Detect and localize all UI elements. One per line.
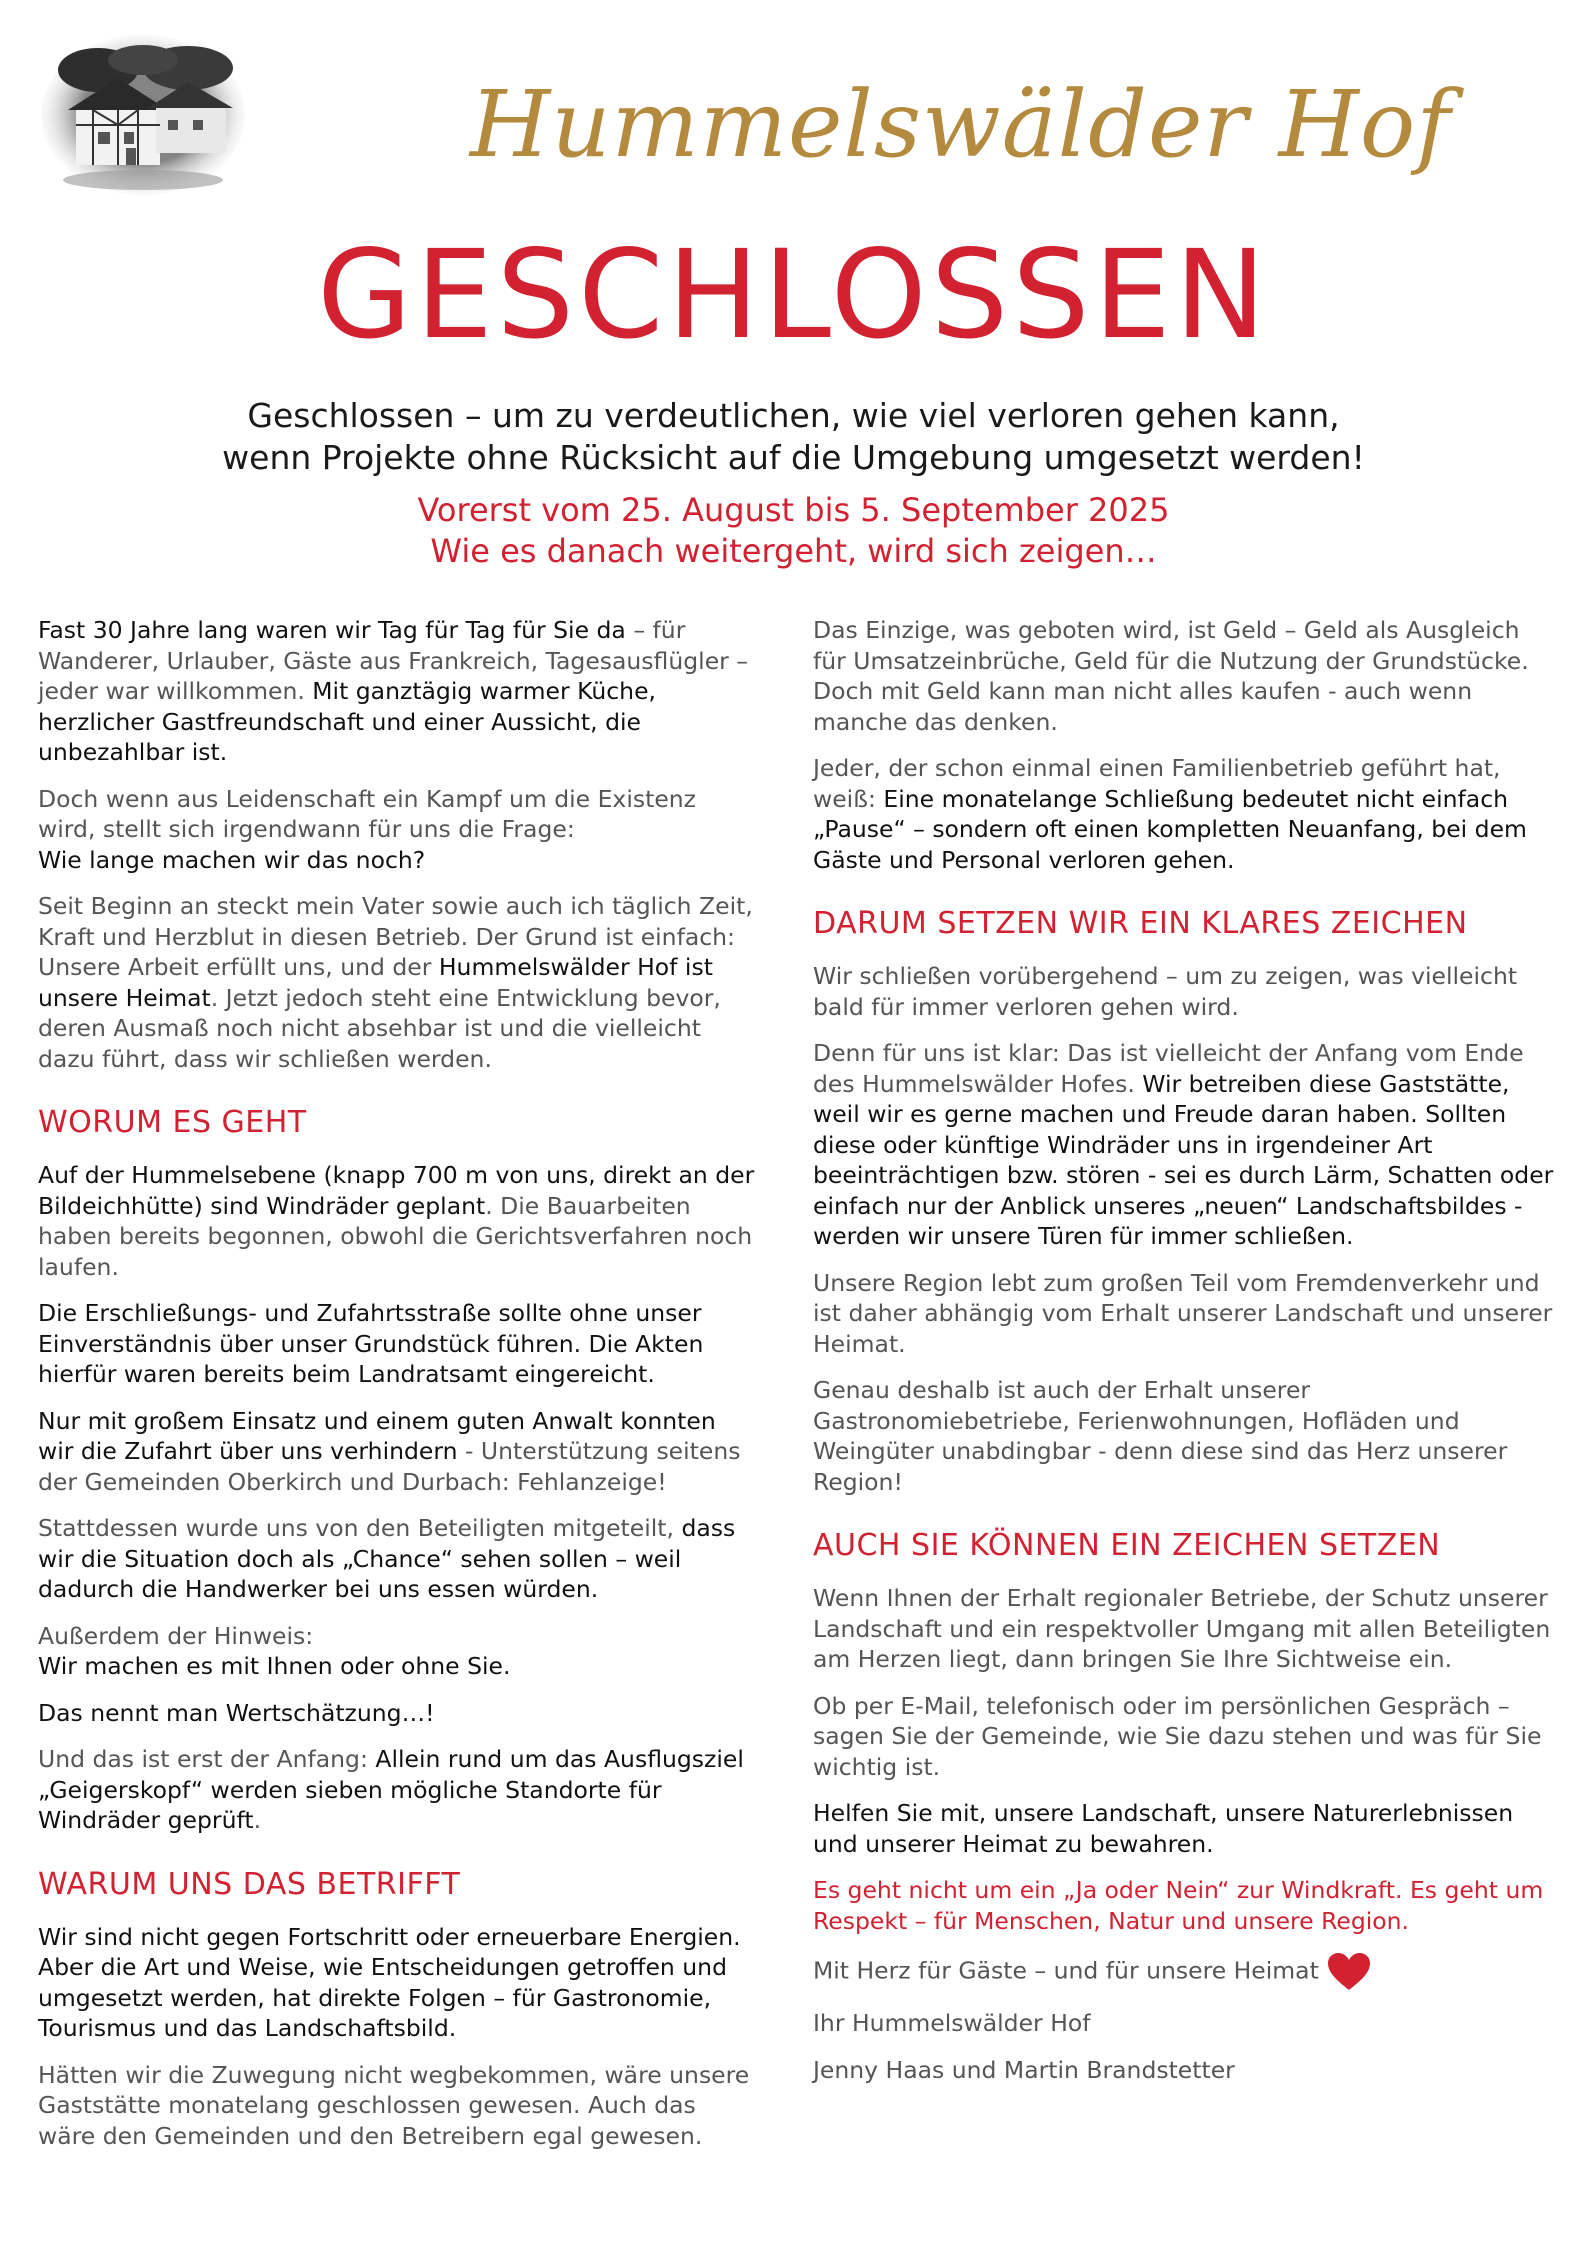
text: Genau deshalb ist auch der Erhalt unserer Gastronomiebetriebe, Ferienwohnungen, Hofläden und Weingüter unabdingbar - denn diese sind das Herz unserer Region! [813, 1376, 1508, 1496]
bold-text: Mit ganztägig warmer Küche, herzlicher Gastfreundschaft und einer Aussicht, die unbezahlbar ist. [38, 677, 656, 766]
paragraph [38, 1406, 758, 1498]
paragraph [813, 1038, 1558, 1252]
subtitle-line: wenn Projekte ohne Rücksicht auf die Umgebung umgesetzt werden! [222, 438, 1365, 477]
section-heading: AUCH SIE KÖNNEN EIN ZEICHEN SETZEN [813, 1528, 1441, 1563]
section-heading: WORUM ES GEHT [38, 1105, 307, 1140]
bold-text: Helfen Sie mit, unsere Landschaft, unsere Naturerlebnissen und unserer Heimat zu bewahren. [813, 1799, 1514, 1858]
text: Außerdem der Hinweis: [38, 1621, 314, 1650]
text: Das Einzige, was geboten wird, ist Geld – Geld als Ausgleich für Umsatzeinbrüche, Geld für die Nutzung der Grundstücke. Doch mit Geld kann man nicht alles kaufen - auch wenn manche das denken. [813, 616, 1529, 736]
text: Jenny Haas und Martin Brandstetter [813, 2055, 1235, 2084]
dates-line: Vorerst vom 25. August bis 5. September 2025 [417, 491, 1170, 529]
bold-text: Wir betreiben diese Gaststätte, weil wir es gerne machen und Freude daran haben. Sollten diese oder künftige Windräder uns in irgendeiner Art beeinträchtigen bzw. stören - sei es durch Lärm, Schatten oder einfach nur der Anblick unseres „neuen“ Landschaftsbildes - werden wir unsere Türen für immer schließen. [813, 1069, 1554, 1250]
paragraph [38, 1922, 758, 2044]
paragraph [813, 961, 1558, 1022]
paragraph [813, 1952, 1558, 1992]
farmhouse-illustration [38, 30, 248, 200]
paragraph [38, 891, 758, 1074]
paragraph [813, 753, 1558, 875]
text: Denn für uns ist klar: Das ist vielleicht der Anfang vom Ende des Hummelswälder Hofes. [813, 1039, 1524, 1098]
bold-text: Wie lange machen wir das noch? [38, 845, 426, 874]
paragraph [38, 1513, 758, 1605]
text: . [253, 1806, 262, 1834]
paragraph [813, 1583, 1558, 1675]
text: - Unterstützung seitens der Gemeinden Oberkirch und Durbach: Fehlanzeige! [38, 1437, 741, 1496]
bold-text: Hummelswälder Hof ist unsere Heimat [38, 953, 713, 1012]
text: . Die Bauarbeiten haben bereits begonnen, obwohl die Gerichtsverfahren noch laufen. [38, 1191, 753, 1281]
paragraph [38, 1621, 758, 1682]
paragraph [813, 1691, 1558, 1783]
paragraph [38, 784, 758, 876]
text: Mit Herz für Gäste – und für unsere Heimat [813, 1956, 1319, 1985]
paragraph [38, 1160, 758, 1282]
left-column [38, 615, 758, 2167]
signature [813, 2055, 1558, 2086]
bold-text: Nur mit großem Einsatz und einem guten Anwalt konnten wir die Zufahrt über uns verhindern [38, 1406, 716, 1465]
bold-text: Die Erschließungs- und Zufahrtsstraße sollte ohne unser Einverständnis über unser Grundstück führen. Die Akten hierfür waren bereits beim Landratsamt eingereicht. [38, 1299, 704, 1388]
paragraph [38, 1298, 758, 1390]
paragraph [813, 1798, 1558, 1859]
paragraph [813, 615, 1558, 737]
text: Wir schließen vorübergehend – um zu zeigen, was vielleicht bald für immer verloren gehen wird. [813, 962, 1518, 1021]
text: Doch wenn aus Leidenschaft ein Kampf um die Existenz wird, stellt sich irgendwann für uns die Frage: [38, 784, 696, 843]
bold-text: Wir machen es mit Ihnen oder ohne Sie. [38, 1652, 511, 1680]
paragraph [38, 615, 758, 768]
red-text: Es geht nicht um ein „Ja oder Nein“ zur Windkraft. Es geht um Respekt – für Menschen, Natur und unsere Region. [813, 1876, 1544, 1935]
text: Ihr Hummelswälder Hof [813, 2009, 1091, 2037]
text: Unsere Region lebt zum großen Teil vom Fremdenverkehr und ist daher abhängig vom Erhalt unserer Landschaft und unserer Heimat. [813, 1268, 1553, 1358]
bold-text: Wir sind nicht gegen Fortschritt oder erneuerbare Energien. Aber die Art und Weise, wie Entscheidungen getroffen und umgesetzt werden, hat direkte Folgen – für Gastronomie, Tourismus und das Landschaftsbild. [38, 1922, 741, 2042]
text: Wenn Ihnen der Erhalt regionaler Betriebe, der Schutz unserer Landschaft und ein respektvoller Umgang mit allen Beteiligten am Herzen liegt, dann bringen Sie Ihre Sichtweise ein. [813, 1584, 1551, 1673]
closure-dates [0, 490, 1587, 572]
bold-text: Allein rund um das Ausflugsziel „Geigerskopf“ werden sieben mögliche Standorte für Windräder geprüft [38, 1745, 744, 1834]
right-column [813, 615, 1558, 2101]
text: Jeder, der schon einmal einen Familienbetrieb geführt hat, weiß: [813, 754, 1501, 813]
dates-line: Wie es danach weitergeht, wird sich zeigen… [430, 532, 1157, 570]
subtitle [0, 395, 1587, 479]
bold-text: Auf der Hummelsebene (knapp 700 m von uns, direkt an der Bildeichhütte) sind Windräder geplant [38, 1161, 755, 1220]
text: Ob per E-Mail, telefonisch oder im persönlichen Gespräch – sagen Sie der Gemeinde, wie Sie dazu stehen und was für Sie wichtig ist. [813, 1691, 1542, 1781]
text: . Jetzt jedoch steht eine Entwicklung bevor, deren Ausmaß noch nicht absehbar ist und die vielleicht dazu führt, dass wir schließen werden. [38, 983, 721, 1073]
paragraph [813, 1375, 1558, 1497]
bold-text: Das nennt man Wertschätzung…! [38, 1698, 435, 1727]
text: Seit Beginn an steckt mein Vater sowie auch ich täglich Zeit, Kraft und Herzblut in diesen Betrieb. Der Grund ist einfach: Unsere Arbeit erfüllt uns, und der [38, 892, 753, 981]
bold-text: Fast 30 Jahre lang waren wir Tag für Tag für Sie da [38, 616, 626, 644]
paragraph [813, 2008, 1558, 2039]
page-title: GESCHLOSSEN [317, 224, 1270, 366]
section-heading: DARUM SETZEN WIR EIN KLARES ZEICHEN [813, 906, 1468, 941]
paragraph [38, 1744, 758, 1836]
text: Stattdessen wurde uns von den Beteiligten mitgeteilt, [38, 1514, 682, 1542]
paragraph [38, 2060, 758, 2152]
subtitle-line: Geschlossen – um zu verdeutlichen, wie viel verloren gehen kann, [247, 396, 1340, 435]
bold-text: dass wir die Situation doch als „Chance“ sehen sollen – weil dadurch die Handwerker bei uns essen würden. [38, 1514, 736, 1603]
bold-text: Eine monatelange Schließung bedeutet nicht einfach „Pause“ – sondern oft einen kompletten Neuanfang, bei dem Gäste und Personal verloren gehen. [813, 784, 1527, 874]
text: – für Wanderer, Urlauber, Gäste aus Frankreich, Tagesausflügler – jeder war willkommen. [38, 616, 749, 705]
text: Und das ist erst der Anfang: [38, 1745, 376, 1773]
brand-wordmark: Hummelswälder Hof [470, 71, 1452, 178]
paragraph [813, 1875, 1558, 1936]
paragraph [38, 1698, 758, 1729]
paragraph [813, 1268, 1558, 1360]
text: Hätten wir die Zuwegung nicht wegbekommen, wäre unsere Gaststätte monatelang geschlossen gewesen. Auch das wäre den Gemeinden und den Betreibern egal gewesen. [38, 2060, 750, 2150]
section-heading: WARUM UNS DAS BETRIFFT [38, 1866, 461, 1902]
heart-icon [1327, 1952, 1371, 1992]
